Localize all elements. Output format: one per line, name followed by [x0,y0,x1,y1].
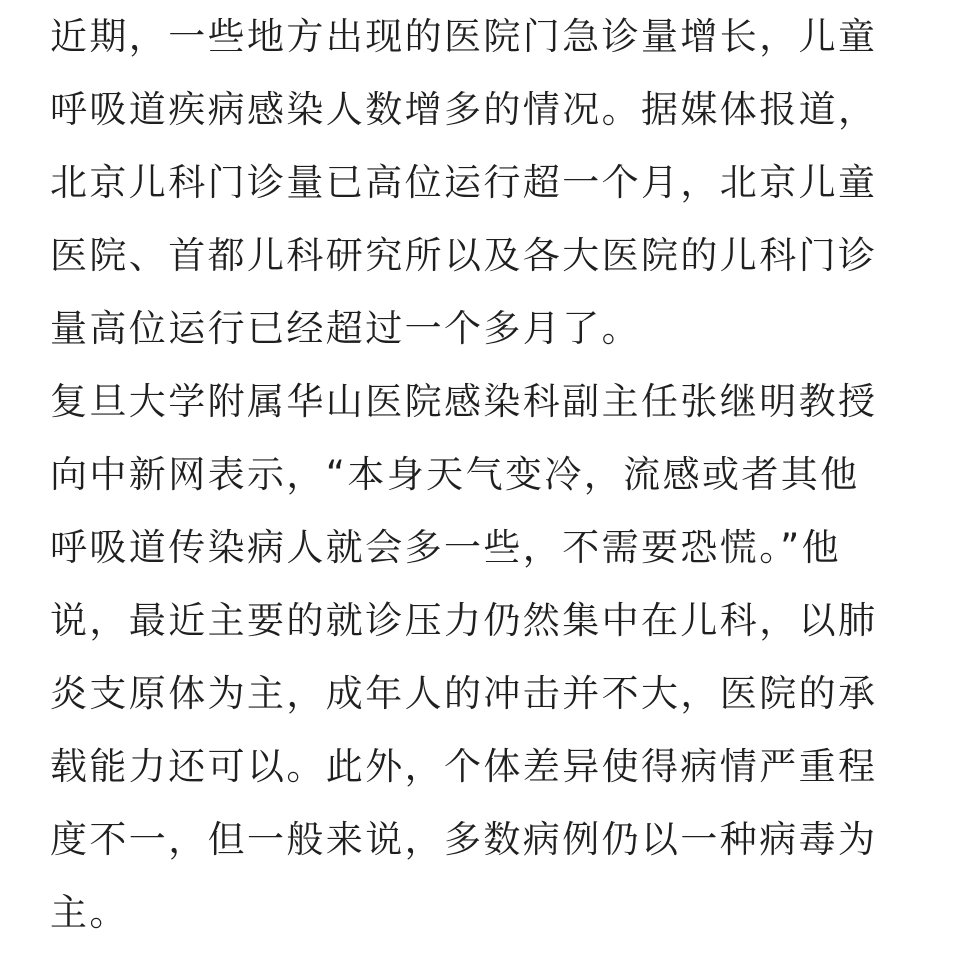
text-line: 复旦大学附属华山医院感染科副主任张继明教授 [50,380,878,423]
text-line: 说，最近主要的就诊压力仍然集中在儿科，以肺 [50,599,878,642]
text-line: 北京儿科门诊量已高位运行超一个月，北京儿童 [50,161,878,204]
text-line: 主。 [50,891,129,934]
text-line: 医院、首都儿科研究所以及各大医院的儿科门诊 [50,234,878,277]
text-line: 向中新网表示，“本身天气变冷，流感或者其他 [50,453,860,496]
article-body [50,0,920,949]
text-line: 量高位运行已经超过一个多月了。 [50,307,641,350]
text-line: 度不一，但一般来说，多数病例仍以一种病毒为 [50,818,878,861]
text-line: 近期，一些地方出现的医院门急诊量增长，儿童 [50,15,878,58]
text-line: 载能力还可以。此外，个体差异使得病情严重程 [50,745,878,788]
text-line: 呼吸道疾病感染人数增多的情况。据媒体报道， [50,88,878,131]
text-line: 呼吸道传染病人就会多一些，不需要恐慌。”他 [50,526,842,569]
text-line: 炎支原体为主，成年人的冲击并不大，医院的承 [50,672,878,715]
